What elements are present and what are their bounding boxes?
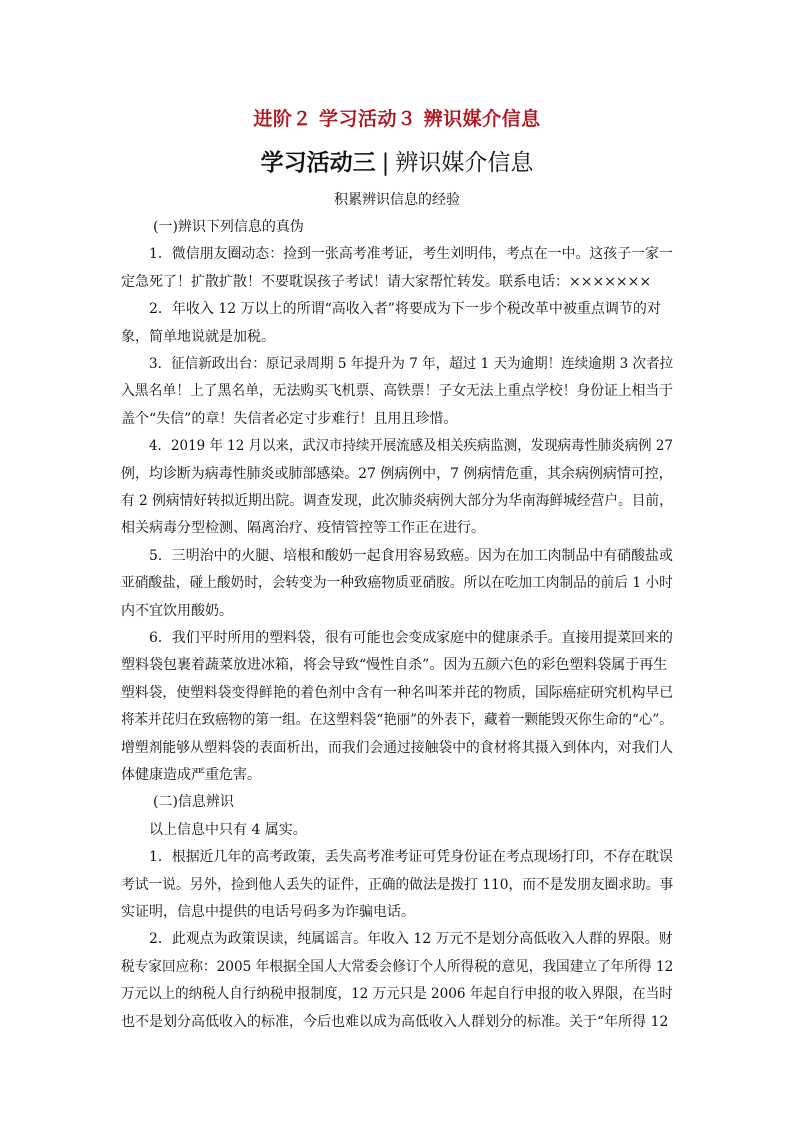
paragraph-line: 2．年收入 12 万以上的所谓“高收入者”将要成为下一步个税改革中被重点调节的对	[149, 301, 661, 317]
paragraph-line: 1．微信朋友圈动态：捡到一张高考准考证，考生刘明伟，考点在一中。这孩子一家一	[149, 246, 673, 262]
paragraph-line: 入黑名单！上了黑名单，无法购买飞机票、高铁票！子女无法上重点学校！身份证上相当于	[121, 383, 673, 399]
intro-text: 以上信息中只有 4 属实。	[149, 822, 307, 838]
paragraph-line: 1．根据近几年的高考政策，丢失高考准考证可凭身份证在考点现场打印，不存在耽误	[149, 849, 673, 865]
subheading: 积累辨识信息的经验	[334, 192, 460, 208]
paragraph-line: 亚硝酸盐，碰上酸奶时，会转变为一种致癌物质亚硝胺。所以在吃加工肉制品的前后 1 小时	[121, 575, 673, 591]
paragraph-line: 5．三明治中的火腿、培根和酸奶一起食用容易致癌。因为在加工肉制品中有硝酸盐或	[149, 548, 673, 564]
paragraph-line: 塑料袋包裹着蔬菜放进冰箱，将会导致“慢性自杀”。因为五颜六色的彩色塑料袋属于再生	[121, 657, 668, 673]
section-heading: (一)辨识下列信息的真伪	[153, 219, 304, 235]
paragraph-line: 增塑剂能够从塑料袋的表面析出，而我们会通过接触袋中的食材将其摄入到体内，对我们人	[121, 740, 673, 756]
section-title-main: 学习活动三	[260, 150, 376, 176]
paragraph-line: 有 2 例病情好转拟近期出院。调查发现，此次肺炎病例大部分为华南海鲜城经营户。目前，	[121, 493, 673, 509]
section-title-sub: 辨识媒介信息	[395, 150, 534, 176]
paragraph-line: 4．2019 年 12 月以来，武汉市持续开展流感及相关疾病监测，发现病毒性肺炎病例 27	[149, 438, 673, 454]
paragraph-line: 2．此观点为政策误读，纯属谣言。年收入 12 万元不是划分高低收入人群的界限。财	[149, 931, 673, 947]
paragraph-line: 体健康造成严重危害。	[121, 767, 261, 783]
document-title: 进阶２ 学习活动３ 辨识媒介信息	[253, 108, 541, 130]
paragraph-line: 3．征信新政出台：原记录周期 5 年提升为 7 年，超过 1 天为逾期！连续逾期 3 次者拉	[149, 356, 674, 372]
paragraph-line: 塑料袋，使塑料袋变得鲜艳的着色剂中含有一种名叫苯并芘的物质，国际癌症研究机构早已	[121, 685, 673, 701]
paragraph-line: 相关病毒分型检测、隔离治疗、疫情管控等工作正在进行。	[121, 520, 485, 536]
paragraph-line: 实证明，信息中提供的电话号码多为诈骗电话。	[121, 904, 415, 920]
section-title-separator: |	[381, 150, 390, 176]
paragraph-line: 考试一说。另外，捡到他人丢失的证件，正确的做法是拨打 110，而不是发朋友圈求助。事	[121, 877, 674, 893]
paragraph-line: 税专家回应称：2005 年根据全国人大常委会修订个人所得税的意见，我国建立了年所得 12	[121, 959, 674, 975]
section-heading: (二)信息辨识	[153, 794, 234, 810]
paragraph-line: 例，均诊断为病毒性肺炎或肺部感染。27 例病例中，7 例病情危重，其余病例病情可控，	[121, 466, 673, 482]
section-title	[0, 144, 794, 177]
paragraph-line: 定急死了！扩散扩散！不要耽误孩子考试！请大家帮忙转发。联系电话：×××××××	[121, 274, 652, 290]
paragraph-line: 6．我们平时所用的塑料袋，很有可能也会变成家庭中的健康杀手。直接用提菜回来的	[149, 630, 673, 646]
paragraph-line: 也不是划分高低收入的标准，今后也难以成为高低收入人群划分的标准。关于“年所得 12	[121, 1014, 669, 1030]
paragraph-line: 将苯并芘归在致癌物的第一组。在这塑料袋“艳丽”的外表下，藏着一颗能毁灭你生命的“心”。	[121, 712, 673, 728]
paragraph-line: 内不宜饮用酸奶。	[121, 603, 233, 619]
paragraph-line: 万元以上的纳税人自行纳税申报制度，12 万元只是 2006 年起自行申报的收入界限，在当时	[121, 986, 673, 1002]
paragraph-line: 象，简单地说就是加税。	[121, 329, 275, 345]
paragraph-line: 盖个“失信”的章！失信者必定寸步难行！且用且珍惜。	[121, 411, 458, 427]
